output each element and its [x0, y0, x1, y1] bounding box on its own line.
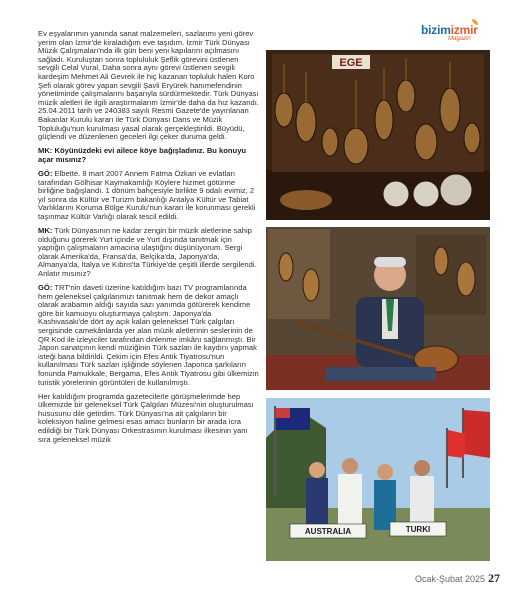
answer-1-label: GÖ:	[38, 168, 53, 178]
question-1-text: Köyünüzdeki evi ailece köye bağışladınız. Bu konuyu açar mısınız?	[38, 146, 247, 164]
article-body	[38, 30, 260, 566]
answer-2	[38, 284, 260, 387]
photo-instrument-collection	[266, 50, 490, 220]
paragraph-closing: Her katıldığım programda gazetecilerle görüşmelerimde hep ülkemizde bir geleneksel Türk Çalgıları Müzesi'nin oluşturulması hususunu dile getirdim. Türk Dünyası'na ait çalgıların bir koleksiyon haline gelmesi esas amacı bunların bir arada icra edildiği bir Türk Dünyası Orkestrasının kurulması ilkesinin yanı sıra geleneksel müzik	[38, 391, 254, 444]
photo-3-sign-right: TURKI	[405, 525, 431, 534]
photo-musician-with-saz	[266, 227, 490, 390]
answer-2-label: GÖ:	[38, 283, 53, 293]
question-1-label: MK:	[38, 146, 53, 156]
logo-tagline: Magazin	[448, 36, 471, 42]
answer-2-text: TRT'nin daveti üzerine katıldığım bazı TV programlarında hem geleneksel çalgılarımızı tanıtmak hem de dekor amaçlı olarak arabamın aldığı sayıda sazı yanımda götürerek kendime göre bir kamuoyu oluşturmaya çalıştım. Japonya'da Kashivasaki'de dört ay açık kalan geleneksel Türk çalgıları sergisinde camekânlarda yer alan müzik aletlerinin seslerinin de QR Kod ile izleyiciler tarafından dinlenme imkânı sağlanmıştı. Bir Japon sanatçının kendi müziğinin Türk sazları ile kaydını yapmak isteği bana bildirildi. Çekim için Efes Antik Tiyatrosu'nun kullanılması Türk sazları işliğinde söylenen Japonca şarkıların fonunda Pamukkale, Bergama, Efes Antik Tiyatrosu gibi ülkemizin turistik yörelerinin görüntüleri de kullanılmıştı.	[38, 283, 259, 387]
question-1	[38, 147, 260, 164]
question-2-text: Türk Dünyasının ne kadar zengin bir müzik aletlerine sahip olduğunu görerek Yurt içinde ve Yurt dışında tanıtmak için yaptığın çalışmaların amacına ulaştığını düşünüyorum. Sergi olarak Amerika'da, Fransa'da, Belçika'da, Japonya'da, Almanya'da, İtalya ve Kıbrıs'ta Türkiye'de çeşitli illerde sergilendi. Anlatır mısınız?	[38, 225, 257, 278]
issue-date: Ocak-Şubat 2025	[414, 574, 485, 584]
magazine-logo	[421, 19, 491, 45]
answer-1	[38, 170, 260, 222]
page-number: 27	[488, 571, 500, 585]
photo-3-sign-left: AUSTRALIA	[304, 527, 352, 536]
photo-1-sign-text: EGE	[339, 57, 363, 69]
photo-festival-procession	[266, 398, 490, 561]
logo-word-accent: izmir	[450, 23, 478, 37]
page-footer	[415, 571, 500, 585]
question-2	[38, 227, 260, 279]
answer-1-text: Elbette. 8 mart 2007 Annem Fatma Özkan ve evlatları tarafından Gölhisar Kaymakamlığı Köylere hizmet götürme birliğine bağışlandı. 1 dönüm bahçesiyle birlikte 9 odalı evimiz, 2 yıl sonra da Kültür ve Turizm bakanlığı Antalya Kültür ve Tabiat Varlıklarını Koruma Bölge Kurulu'nun kararı ile korunması gerekli taşınmaz Kültür Varlığı olarak tescil edildi.	[38, 168, 256, 221]
logo-wordmark	[421, 23, 478, 37]
logo-word-main: bizim	[421, 23, 451, 37]
question-2-label: MK:	[38, 225, 53, 235]
paragraph-intro: Ev eşyalarımın yanında sanat malzemeleri, sazlarımı yeni görev yerim olan İzmir'de kiraladığım eve taşıdım. İzmir Türk Dünyası Müzik Çalışmaları'nda ilk gün beni yeni kapılarını açılmasını sağladı. Kuruluştan sonra toplululuk Şeflik görevini üstlenen sevgili Celal Vural, Daha sonra aynı görevi üstlenen sevgili kardeşim Mehmet Ali Gevrek ile hiç kazanan topluluk halen Koro Şefi olarak görev yapan sevgili Şavli Eryürek hanımefendinin yönetiminde çalışmalarını başarıyla sürdürmektedir. Türk Dünyası müzik aletleri ile ilgili araştırmalarım İzmir'de daha da hız kazandı. 25.04.2011 tarih ve 240383 sayılı Resmi Gazete'de yayınlanan Bakanlar Kurulu kararı ile Türk Dünyası Dans ve Müzik Topluluğu'nun kurulması yasal olarak gerçekleştirildi. Büyüdü, güçlendi ve düzenlenen geceleri ilgi çeker duruma geldi.	[38, 30, 259, 142]
